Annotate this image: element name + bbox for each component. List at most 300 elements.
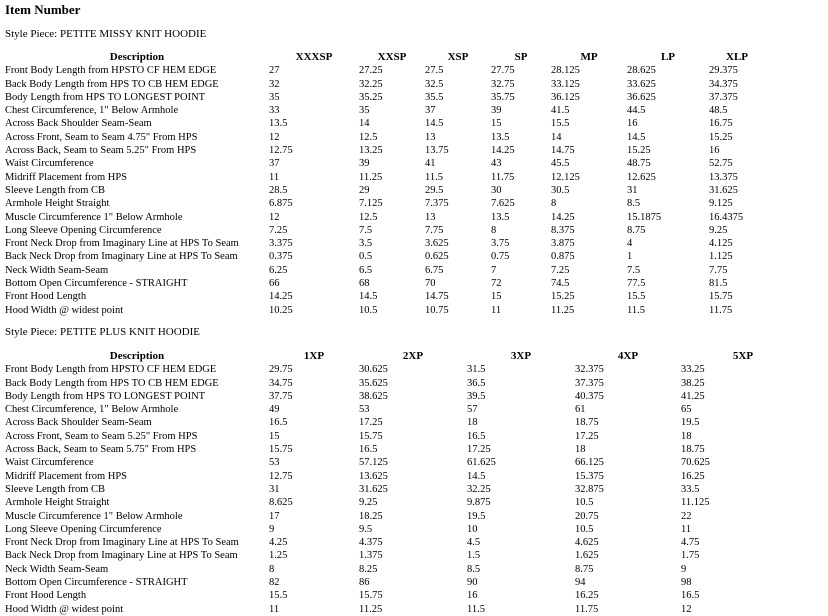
table-row: [5, 589, 805, 602]
measurement-value: 41.5: [551, 105, 570, 117]
measurement-value: 15.5: [551, 118, 570, 130]
table-row: [5, 363, 805, 376]
measurement-value: 36.5: [467, 377, 486, 389]
measurement-value: 3.375: [269, 238, 293, 250]
table-row: [5, 131, 765, 144]
measurement-value: 90: [467, 577, 478, 589]
table-row: [5, 443, 805, 456]
table-row: [5, 277, 765, 290]
table-row: [5, 78, 765, 91]
measurement-value: 14.25: [269, 291, 293, 303]
measurement-value: 0.625: [425, 251, 449, 263]
measurement-value: 13.75: [425, 145, 449, 157]
table-header-row: [5, 51, 765, 64]
measurement-label: Long Sleeve Opening Circumference: [5, 224, 162, 236]
measurement-value: 15.75: [269, 444, 293, 456]
table-row: [5, 264, 765, 277]
measurement-value: 11: [681, 523, 692, 535]
measurement-value: 9.125: [709, 198, 733, 210]
measurement-value: 34.375: [709, 78, 738, 90]
table-row: [5, 456, 805, 469]
measurement-value: 12.625: [627, 171, 656, 183]
measurement-value: 39: [359, 158, 370, 170]
style-piece-plus: Style Piece: PETITE PLUS KNIT HOODIE: [5, 326, 201, 338]
measurement-value: 0.375: [269, 251, 293, 263]
measurement-value: 12: [681, 603, 692, 615]
measurement-label: Hood Width @ widest point: [5, 304, 124, 316]
measurement-value: 8: [551, 198, 557, 210]
measurement-value: 7.25: [551, 264, 570, 276]
measurement-label: Bottom Open Circumference - STRAIGHT: [5, 577, 188, 589]
measurement-label: Across Back, Seam to Seam 5.75" From HPS: [5, 444, 197, 456]
measurement-label: Back Body Length from HPS TO CB HEM EDGE: [5, 78, 219, 90]
measurement-value: 13.5: [491, 131, 510, 143]
measurement-value: 37.75: [269, 390, 293, 402]
measurement-value: 1.5: [467, 550, 481, 562]
table-row: [5, 549, 805, 562]
measurement-label: Chest Circumference, 1" Below Armhole: [5, 404, 179, 416]
table-row: [5, 171, 765, 184]
measurement-value: 44.5: [627, 105, 646, 117]
measurement-value: 33.5: [681, 483, 700, 495]
measurement-value: 9.875: [467, 497, 491, 509]
measurement-value: 1: [627, 251, 633, 263]
measurement-value: 9: [269, 523, 275, 535]
size-header: LP: [660, 51, 676, 63]
measurement-value: 14.5: [425, 118, 444, 130]
measurement-value: 45.5: [551, 158, 570, 170]
measurement-value: 10.75: [425, 304, 449, 316]
measurement-value: 1.25: [269, 550, 288, 562]
document-title: Item Number: [5, 2, 81, 17]
measurement-value: 11.125: [681, 497, 710, 509]
measurement-value: 37.375: [709, 91, 738, 103]
measurement-value: 37: [425, 105, 436, 117]
measurement-value: 27.75: [491, 65, 515, 77]
measurement-value: 8.625: [269, 497, 293, 509]
measurement-value: 28.5: [269, 184, 288, 196]
size-header: XSP: [447, 51, 469, 63]
table-row: [5, 603, 805, 616]
measurement-value: 7.125: [359, 198, 383, 210]
measurement-value: 41: [425, 158, 436, 170]
table-row: [5, 104, 765, 117]
table-row: [5, 224, 765, 237]
table-row: [5, 523, 805, 536]
measurement-value: 29.75: [269, 364, 293, 376]
measurement-value: 14.25: [491, 145, 515, 157]
measurement-label: Neck Width Seam-Seam: [5, 264, 109, 276]
measurement-value: 7.5: [627, 264, 641, 276]
measurement-value: 14: [551, 131, 562, 143]
measurement-value: 19.5: [681, 417, 700, 429]
measurement-value: 17.25: [467, 444, 491, 456]
measurement-value: 15.1875: [627, 211, 662, 223]
measurement-value: 86: [359, 577, 370, 589]
measurement-value: 7.5: [359, 224, 373, 236]
measurement-value: 7: [491, 264, 497, 276]
measurement-value: 4.625: [575, 537, 599, 549]
measurement-value: 1.125: [709, 251, 733, 263]
measurement-label: Across Back, Seam to Seam 5.25" From HPS: [5, 145, 197, 157]
measurement-value: 10.5: [575, 497, 594, 509]
measurement-value: 3.625: [425, 238, 449, 250]
measurement-value: 13.5: [491, 211, 510, 223]
description-header: Description: [109, 350, 165, 362]
measurement-value: 8.75: [575, 563, 594, 575]
table-row: [5, 430, 805, 443]
measurement-value: 40.375: [575, 390, 604, 402]
measurement-value: 10.5: [359, 304, 378, 316]
measurement-value: 12: [269, 211, 280, 223]
measurement-value: 32.75: [491, 78, 515, 90]
measurement-value: 14.5: [467, 470, 486, 482]
measurement-value: 17.25: [359, 417, 383, 429]
measurement-value: 57.125: [359, 457, 388, 469]
measurement-label: Armhole Height Straight: [5, 497, 110, 509]
measurement-value: 13: [425, 131, 436, 143]
measurement-label: Front Body Length from HPSTO CF HEM EDGE: [5, 65, 217, 77]
table-row: [5, 117, 765, 130]
measurement-value: 12.75: [269, 145, 293, 157]
measurement-value: 10: [467, 523, 478, 535]
measurement-value: 7.375: [425, 198, 449, 210]
measurement-value: 66: [269, 278, 280, 290]
measurement-value: 17: [269, 510, 280, 522]
table-row: [5, 563, 805, 576]
size-header: MP: [580, 51, 598, 63]
measurement-value: 15.75: [359, 430, 383, 442]
measurement-value: 11.75: [575, 603, 599, 615]
measurement-value: 14: [359, 118, 370, 130]
measurement-value: 77.5: [627, 278, 646, 290]
table-row: [5, 470, 805, 483]
measurement-value: 15.25: [709, 131, 733, 143]
measurement-value: 68: [359, 278, 370, 290]
measurement-value: 16.5: [359, 444, 378, 456]
measurement-value: 9: [681, 563, 687, 575]
measurement-label: Front Body Length from HPSTO CF HEM EDGE: [5, 364, 217, 376]
measurement-value: 28.125: [551, 65, 580, 77]
measurement-value: 52.75: [709, 158, 733, 170]
measurement-value: 7.75: [709, 264, 728, 276]
measurement-value: 15: [491, 118, 502, 130]
table-row: [5, 536, 805, 549]
measurement-value: 32.25: [467, 483, 491, 495]
measurement-value: 11: [491, 304, 502, 316]
measurement-value: 53: [359, 404, 370, 416]
measurement-value: 32.25: [359, 78, 383, 90]
measurement-value: 14.75: [425, 291, 449, 303]
table-row: [5, 576, 805, 589]
measurement-value: 35: [359, 105, 370, 117]
measurement-value: 0.875: [551, 251, 575, 263]
table-row: [5, 157, 765, 170]
measurement-value: 8: [491, 224, 497, 236]
measurement-value: 18.75: [575, 417, 599, 429]
measurement-label: Muscle Circumference 1" Below Armhole: [5, 510, 183, 522]
measurement-value: 11.75: [709, 304, 733, 316]
table-row: [5, 304, 765, 317]
measurement-value: 57: [467, 404, 478, 416]
measurement-value: 16.5: [269, 417, 288, 429]
measurement-label: Across Front, Seam to Seam 4.75" From HPS: [5, 131, 198, 143]
measurement-value: 72: [491, 278, 502, 290]
measurement-label: Sleeve Length from CB: [5, 184, 106, 196]
measurement-value: 8.5: [467, 563, 481, 575]
measurement-value: 0.75: [491, 251, 510, 263]
measurement-value: 15: [491, 291, 502, 303]
measurement-value: 36.125: [551, 91, 580, 103]
measurement-label: Front Neck Drop from Imaginary Line at HPS To Seam: [5, 238, 239, 250]
measurement-value: 61.625: [467, 457, 496, 469]
measurement-value: 27.25: [359, 65, 383, 77]
measurement-value: 37.375: [575, 377, 604, 389]
measurement-value: 8.75: [627, 224, 646, 236]
measurement-value: 29.5: [425, 184, 444, 196]
measurement-label: Bottom Open Circumference - STRAIGHT: [5, 278, 188, 290]
measurement-value: 30.5: [551, 184, 570, 196]
measurement-value: 33: [269, 105, 280, 117]
measurement-value: 8.5: [627, 198, 641, 210]
measurement-value: 22: [681, 510, 692, 522]
measurement-value: 6.75: [425, 264, 444, 276]
table-row: [5, 197, 765, 210]
measurement-label: Body Length from HPS TO LONGEST POINT: [5, 390, 206, 402]
measurement-label: Front Hood Length: [5, 590, 87, 602]
measurement-value: 11.25: [359, 171, 383, 183]
measurement-value: 11: [269, 603, 280, 615]
measurement-label: Across Back Shoulder Seam-Seam: [5, 118, 152, 130]
measurement-value: 3.75: [491, 238, 510, 250]
measurement-value: 4.125: [709, 238, 733, 250]
table-row: [5, 483, 805, 496]
measurement-value: 4: [627, 238, 633, 250]
measurement-value: 7.625: [491, 198, 515, 210]
measurement-value: 10.5: [575, 523, 594, 535]
size-header: XXXSP: [295, 51, 333, 63]
measurement-value: 31: [269, 483, 280, 495]
measurement-value: 13.625: [359, 470, 388, 482]
measurement-value: 6.875: [269, 198, 293, 210]
measurement-value: 12.5: [359, 131, 378, 143]
measurement-value: 37: [269, 158, 280, 170]
measurement-value: 13.5: [269, 118, 288, 130]
measurement-value: 38.625: [359, 390, 388, 402]
measurement-value: 31.625: [359, 483, 388, 495]
measurement-value: 15.5: [627, 291, 646, 303]
measurement-value: 14.5: [627, 131, 646, 143]
table-row: [5, 211, 765, 224]
measurement-value: 14.75: [551, 145, 575, 157]
measurement-value: 18: [575, 444, 586, 456]
measurement-value: 33.625: [627, 78, 656, 90]
measurement-label: Waist Circumference: [5, 158, 94, 170]
table-row: [5, 144, 765, 157]
measurement-value: 81.5: [709, 278, 728, 290]
measurement-value: 70: [425, 278, 436, 290]
measurement-value: 13.25: [359, 145, 383, 157]
measurement-label: Hood Width @ widest point: [5, 603, 124, 615]
measurement-value: 31.625: [709, 184, 738, 196]
size-header: XXSP: [377, 51, 407, 63]
measurement-value: 16.25: [575, 590, 599, 602]
measurement-value: 1.375: [359, 550, 383, 562]
measurement-value: 11.25: [359, 603, 383, 615]
size-header: 1XP: [303, 350, 325, 362]
measurement-value: 48.5: [709, 105, 728, 117]
measurement-value: 16: [709, 145, 720, 157]
measurement-label: Back Neck Drop from Imaginary Line at HPS To Seam: [5, 251, 238, 263]
measurement-value: 6.5: [359, 264, 373, 276]
measurement-value: 38.25: [681, 377, 705, 389]
measurement-label: Back Neck Drop from Imaginary Line at HPS To Seam: [5, 550, 238, 562]
measurement-value: 8.25: [359, 563, 378, 575]
measurement-value: 32.5: [425, 78, 444, 90]
measurement-value: 4.5: [467, 537, 481, 549]
measurement-value: 98: [681, 577, 692, 589]
measurement-value: 12.75: [269, 470, 293, 482]
measurement-value: 12.5: [359, 211, 378, 223]
measurement-value: 11: [269, 171, 280, 183]
measurement-value: 4.25: [269, 537, 288, 549]
measurement-value: 36.625: [627, 91, 656, 103]
measurement-value: 30: [491, 184, 502, 196]
measurement-value: 10.25: [269, 304, 293, 316]
description-header: Description: [109, 51, 165, 63]
measurement-value: 8.375: [551, 224, 575, 236]
measurement-value: 29: [359, 184, 370, 196]
measurement-value: 43: [491, 158, 502, 170]
measurement-label: Neck Width Seam-Seam: [5, 563, 109, 575]
measurement-value: 3.875: [551, 238, 575, 250]
measurement-value: 18.75: [681, 444, 705, 456]
measurement-value: 11.5: [467, 603, 485, 615]
measurement-value: 15.75: [709, 291, 733, 303]
measurement-value: 16: [467, 590, 478, 602]
measurement-value: 48.75: [627, 158, 651, 170]
measurement-value: 74.5: [551, 278, 570, 290]
measurement-value: 18: [681, 430, 692, 442]
measurement-value: 39: [491, 105, 502, 117]
measurement-label: Chest Circumference, 1" Below Armhole: [5, 105, 179, 117]
measurement-label: Long Sleeve Opening Circumference: [5, 523, 162, 535]
measurement-value: 15: [269, 430, 280, 442]
measurement-value: 18.25: [359, 510, 383, 522]
measurement-value: 35.5: [425, 91, 444, 103]
measurement-value: 27: [269, 65, 280, 77]
measurement-value: 19.5: [467, 510, 486, 522]
measurement-value: 15.375: [575, 470, 604, 482]
measurement-value: 29.375: [709, 65, 738, 77]
table-row: [5, 390, 805, 403]
table-row: [5, 237, 765, 250]
table-row: [5, 510, 805, 523]
table-row: [5, 184, 765, 197]
measurement-value: 14.25: [551, 211, 575, 223]
measurement-value: 16: [627, 118, 638, 130]
measurement-value: 1.625: [575, 550, 599, 562]
measurement-label: Midriff Placement from HPS: [5, 171, 128, 183]
measurement-value: 70.625: [681, 457, 710, 469]
measurement-value: 82: [269, 577, 280, 589]
measurement-value: 11.5: [425, 171, 443, 183]
measurement-label: Sleeve Length from CB: [5, 483, 106, 495]
size-header: 5XP: [732, 350, 754, 362]
measurement-value: 16.5: [681, 590, 700, 602]
measurement-value: 16.4375: [709, 211, 744, 223]
measurement-label: Across Front, Seam to Seam 5.25" From HPS: [5, 430, 198, 442]
measurement-value: 33.25: [681, 364, 705, 376]
measurement-value: 32: [269, 78, 280, 90]
measurement-value: 15.75: [359, 590, 383, 602]
measurement-value: 11.75: [491, 171, 515, 183]
measurement-label: Armhole Height Straight: [5, 198, 110, 210]
table-header-row: [5, 350, 805, 363]
measurement-value: 35.25: [359, 91, 383, 103]
measurement-value: 33.125: [551, 78, 580, 90]
table-row: [5, 290, 765, 303]
measurement-value: 65: [681, 404, 692, 416]
measurement-value: 15.5: [269, 590, 288, 602]
measurement-value: 9.5: [359, 523, 373, 535]
measurement-value: 61: [575, 404, 586, 416]
measurement-value: 16.25: [681, 470, 705, 482]
measurement-value: 32.875: [575, 483, 604, 495]
measurement-value: 4.375: [359, 537, 383, 549]
measurement-value: 6.25: [269, 264, 288, 276]
measurement-value: 8: [269, 563, 275, 575]
measurement-value: 31.5: [467, 364, 486, 376]
measurement-value: 7.25: [269, 224, 288, 236]
measurement-value: 18: [467, 417, 478, 429]
table-row: [5, 496, 805, 509]
measurement-value: 13: [425, 211, 436, 223]
measurement-value: 12.125: [551, 171, 580, 183]
measurement-value: 35.625: [359, 377, 388, 389]
table-row: [5, 377, 805, 390]
measurement-label: Across Back Shoulder Seam-Seam: [5, 417, 152, 429]
measurement-label: Midriff Placement from HPS: [5, 470, 128, 482]
measurement-value: 35: [269, 91, 280, 103]
measurement-value: 39.5: [467, 390, 486, 402]
measurement-value: 9.25: [359, 497, 378, 509]
measurement-value: 13.375: [709, 171, 738, 183]
measurement-value: 16.5: [467, 430, 486, 442]
measurement-value: 28.625: [627, 65, 656, 77]
measurement-label: Body Length from HPS TO LONGEST POINT: [5, 91, 206, 103]
measurement-value: 7.75: [425, 224, 444, 236]
measurement-value: 32.375: [575, 364, 604, 376]
measurement-value: 1.75: [681, 550, 700, 562]
measurement-label: Front Hood Length: [5, 291, 87, 303]
measurement-value: 3.5: [359, 238, 373, 250]
measurement-value: 49: [269, 404, 280, 416]
measurement-value: 30.625: [359, 364, 388, 376]
measurement-value: 17.25: [575, 430, 599, 442]
measurement-value: 0.5: [359, 251, 373, 263]
measurement-value: 66.125: [575, 457, 604, 469]
size-header: SP: [514, 51, 528, 63]
table-row: [5, 250, 765, 263]
measurement-label: Front Neck Drop from Imaginary Line at HPS To Seam: [5, 537, 239, 549]
measurement-value: 31: [627, 184, 638, 196]
measurement-value: 12: [269, 131, 280, 143]
size-header: 4XP: [617, 350, 639, 362]
table-row: [5, 416, 805, 429]
measurement-value: 15.25: [627, 145, 651, 157]
measurement-label: Muscle Circumference 1" Below Armhole: [5, 211, 183, 223]
